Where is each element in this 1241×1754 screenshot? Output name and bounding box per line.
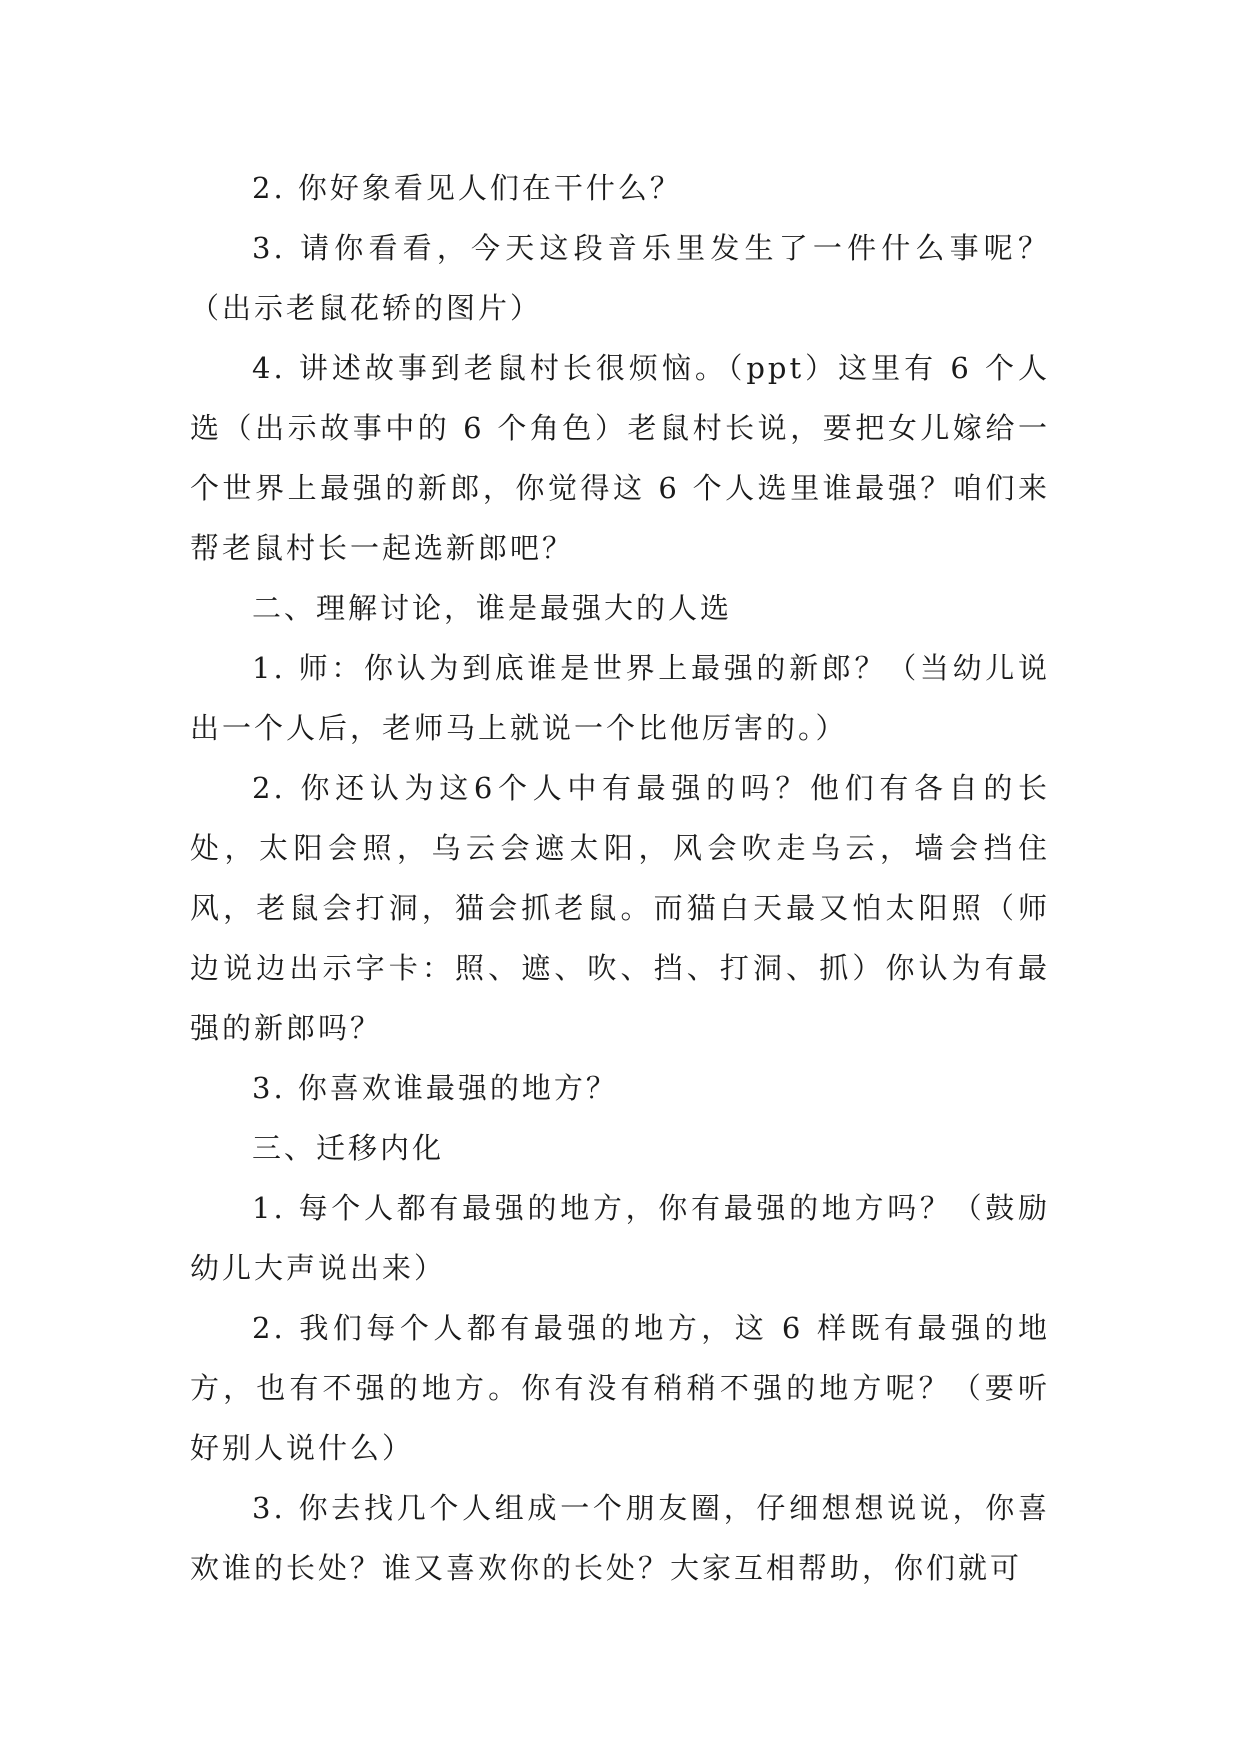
- paragraph-favorite-strength: 3. 你喜欢谁最强的地方？: [252, 1071, 618, 1105]
- paragraph-everyone-strong: 1. 每个人都有最强的地方，你有最强的地方吗？（鼓励幼儿大声说出来）: [190, 1191, 1050, 1285]
- section-heading-2: 二、理解讨论，谁是最强大的人选: [252, 591, 733, 625]
- paragraph-question-3: 3. 请你看看，今天这段音乐里发生了一件什么事呢？（出示老鼠花轿的图片）: [190, 231, 1050, 325]
- paragraph-friend-circle: 3. 你去找几个人组成一个朋友圈，仔细想想说说，你喜欢谁的长处？谁又喜欢你的长处？大家互相帮助，你们就可: [190, 1491, 1050, 1585]
- paragraph-strengths: 2. 你还认为这6个人中有最强的吗？他们有各自的长处，太阳会照，乌云会遮太阳，风会吹走乌云，墙会挡住风，老鼠会打洞，猫会抓老鼠。而猫白天最又怕太阳照（师边说边出示字卡：照、遮、吹、挡、打洞、抓）你认为有最强的新郎吗？: [190, 771, 1050, 1045]
- section-heading-3: 三、迁移内化: [252, 1131, 445, 1165]
- paragraph-weaknesses: 2. 我们每个人都有最强的地方，这 6 样既有最强的地方，也有不强的地方。你有没有稍稍不强的地方呢？（要听好别人说什么）: [190, 1311, 1050, 1465]
- paragraph-question-4: 4. 讲述故事到老鼠村长很烦恼。（ppt）这里有 6 个人选（出示故事中的 6 个角色）老鼠村长说，要把女儿嫁给一个世界上最强的新郎，你觉得这 6 个人选里谁最强？咱们来帮老鼠村长一起选新郎吧？: [190, 351, 1050, 565]
- document-body: [190, 158, 1050, 1598]
- paragraph-question-2: 2. 你好象看见人们在干什么？: [252, 171, 682, 205]
- paragraph-teacher-question: 1. 师：你认为到底谁是世界上最强的新郎？（当幼儿说出一个人后，老师马上就说一个比他厉害的。）: [190, 651, 1050, 745]
